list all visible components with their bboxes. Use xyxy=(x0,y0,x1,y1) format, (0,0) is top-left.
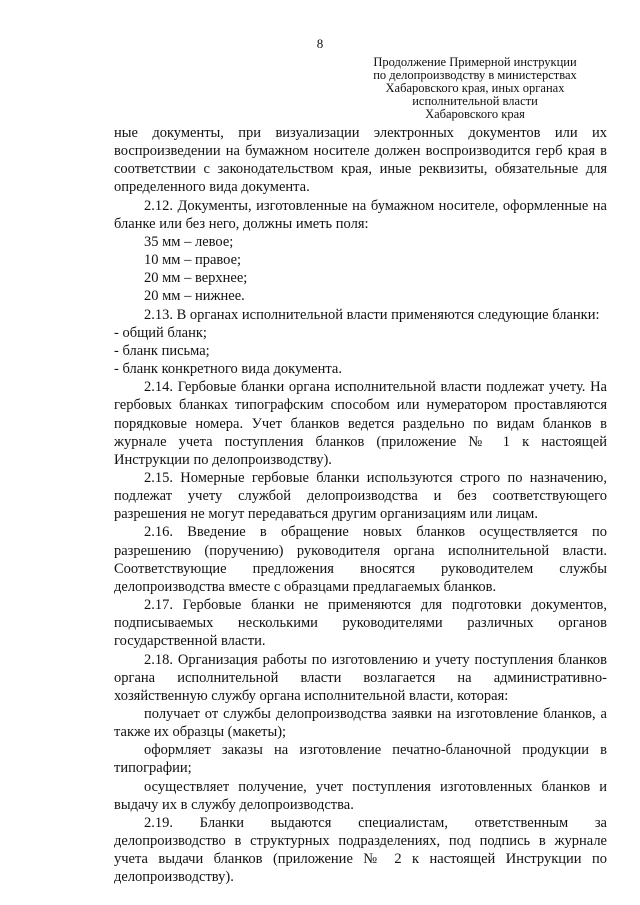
header-line: по делопроизводству в министерствах xyxy=(373,68,577,82)
document-body xyxy=(114,124,607,887)
margin-bottom-item: 20 мм – нижнее. xyxy=(144,288,245,305)
margin-left-item: 35 мм – левое; xyxy=(144,233,234,250)
paragraph-2-19: 2.19. Бланки выдаются специалистам, ответственным за делопроизводство в структурных подразделениях, под подпись в журнале учета выдачи бланков (приложение № 2 к настоящей Инструкции по делопроизводству). xyxy=(114,814,607,886)
paragraph-2-17: 2.17. Гербовые бланки не применяются для подготовки документов, подписываемых несколькими руководителями различных органов государственной власти. xyxy=(114,597,607,650)
page-number: 8 xyxy=(316,36,324,51)
paragraph-2-15: 2.15. Номерные гербовые бланки используются строго по назначению, подлежат учету службой делопроизводства и без соответствующего разрешения не могут передаваться другим организациям или лицам. xyxy=(114,469,607,523)
duty-receive-requests: получает от службы делопроизводства заявки на изготовление бланков, а также их образцы (макеты); xyxy=(114,706,607,741)
margin-right-item: 10 мм – правое; xyxy=(144,252,242,269)
blank-type-general: - общий бланк; xyxy=(114,324,207,341)
duty-place-orders: оформляет заказы на изготовление печатно-бланочной продукции в типографии; xyxy=(114,742,607,777)
paragraph-continuation: ные документы, при визуализации электронных документов или их воспроизведении на бумажном носителе должен воспроизводится герб края в соответствии с законодательством края, иные реквизиты, обязательные для определенного вида документа. xyxy=(114,125,607,196)
header-line: Хабаровского края xyxy=(425,107,525,121)
margin-top-item: 20 мм – верхнее; xyxy=(144,270,248,287)
blank-type-specific: - бланк конкретного вида документа. xyxy=(114,361,342,378)
duty-receive-issue: осуществляет получение, учет поступления изготовленных бланков и выдачу их в службу делопроизводства. xyxy=(114,778,607,813)
paragraph-2-18: 2.18. Организация работы по изготовлению и учету поступления бланков органа исполнительной власти возлагается на административно-хозяйственную службу органа исполнительной власти, которая: xyxy=(114,651,607,704)
paragraph-2-16: 2.16. Введение в обращение новых бланков осуществляется по разрешению (поручению) руководителя органа исполнительной власти. Соответствующие предложения вносятся руководителем службы делопроизводства вместе с образцами предлагаемых бланков. xyxy=(114,524,607,595)
header-line: Хабаровского края, иных органах xyxy=(385,81,565,95)
paragraph-2-13: 2.13. В органах исполнительной власти применяются следующие бланки: xyxy=(144,306,600,323)
running-header xyxy=(345,56,605,121)
paragraph-2-12: 2.12. Документы, изготовленные на бумажном носителе, оформленные на бланке или без него, должны иметь поля: xyxy=(114,197,607,232)
header-line: исполнительной власти xyxy=(412,94,538,108)
header-line: Продолжение Примерной инструкции xyxy=(373,55,577,69)
paragraph-2-14: 2.14. Гербовые бланки органа исполнительной власти подлежат учету. На гербовых бланках типографским способом или нумератором проставляются порядковые номера. Учет бланков ведется раздельно по видам бланков в журнале учета поступления бланков (приложение № 1 к настоящей Инструкции по делопроизводству). xyxy=(114,379,607,468)
blank-type-letter: - бланк письма; xyxy=(114,342,210,359)
